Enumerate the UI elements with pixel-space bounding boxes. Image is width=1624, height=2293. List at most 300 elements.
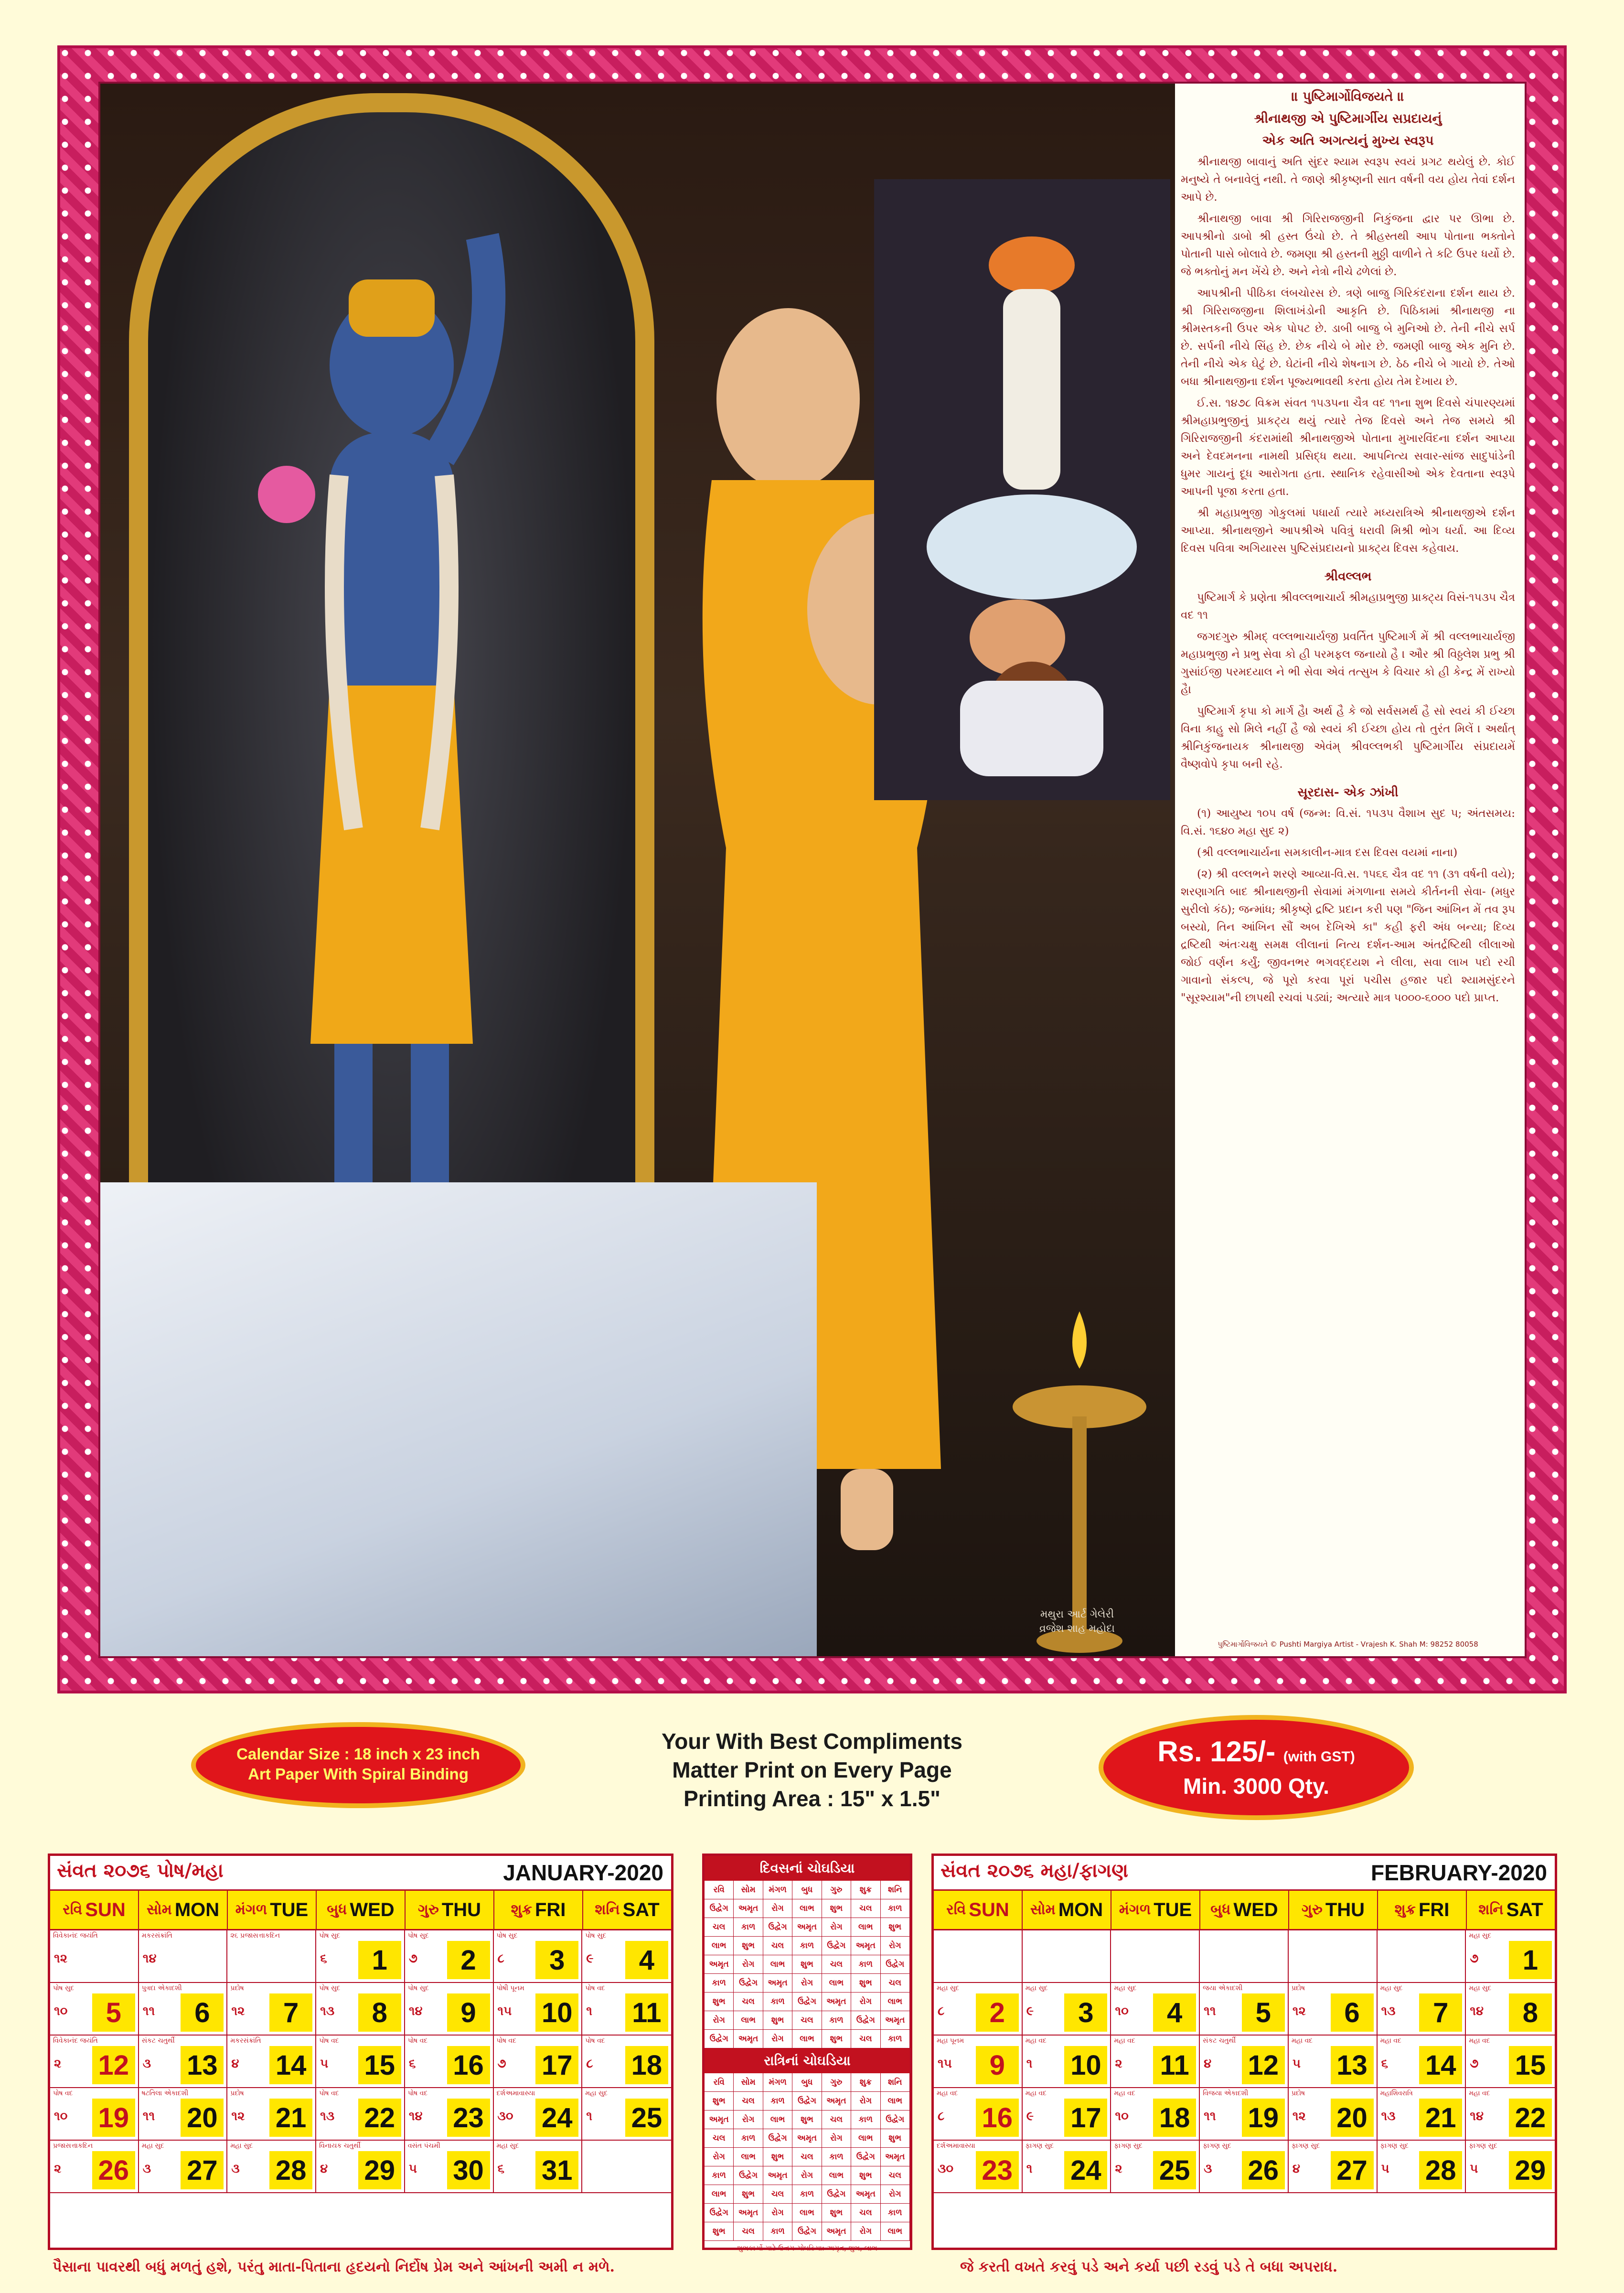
date-number: 5 xyxy=(92,1993,135,2032)
choghadiya-cell: રોગ xyxy=(881,2185,910,2204)
tithi-number: ૮ xyxy=(938,2109,945,2123)
day-note: મહા સુદ xyxy=(496,2142,519,2150)
choghadiya-cell: રોગ xyxy=(851,2222,880,2241)
calendar-day-cell xyxy=(582,1983,671,2036)
calendar-day-cell xyxy=(1378,2141,1466,2193)
day-note: વિજયા એકાદશી xyxy=(1203,2089,1249,2097)
day-note: પોષ વદ xyxy=(496,2037,516,2045)
date-number: 11 xyxy=(625,1993,668,2032)
choghadiya-cell: રવિ xyxy=(705,1881,734,1899)
choghadiya-cell: અમૃત xyxy=(881,2011,910,2030)
tithi-number: ૭ xyxy=(408,1951,417,1966)
choghadiya-cell: રોગ xyxy=(822,1918,851,1937)
choghadiya-cell: અમૃત xyxy=(881,2148,910,2166)
day-note: મહા પૂનમ xyxy=(937,2037,964,2045)
tithi-number: ૯ xyxy=(586,1951,594,1966)
choghadiya-cell: ચલ xyxy=(734,2222,763,2241)
tithi-number: ૮ xyxy=(586,2057,593,2071)
day-note: મહા સુદ xyxy=(1114,1984,1137,1992)
calendar-day-cell xyxy=(316,1983,405,2036)
choghadiya-cell: શુભ xyxy=(822,1899,851,1918)
tithi-number: ૧૦ xyxy=(54,2004,68,2018)
calendar-grid xyxy=(934,1930,1555,2193)
weekday-guj: રવિ xyxy=(946,1902,966,1918)
calendar-day-cell xyxy=(1466,1983,1555,2036)
tithi-number: ૩૦ xyxy=(497,2109,513,2123)
artist-credit: પુષ્ટિમાર્ગોવિજયતે © Pushti Margiya Artist - Vrajesh K. Shah M: 98252 80058 xyxy=(1218,1640,1478,1649)
tithi-number: ૧૩ xyxy=(1381,2109,1396,2123)
paragraph: શ્રીનાથજી બાવા શ્રી ગિરિરાજજીની નિકુંજના દ્વાર પર ઊભા છે. આપશ્રીનો ડાબો શ્રી હસ્ત ઉંચો છે. તે શ્રીહસ્તથી આપ પોતાના ભક્તોને પોતાની પાસે બોલાવે છે. જમણા શ્રી હસ્તની મુઠ્ઠી વાળીને તે કટિ ઉપર ધર્યો છે. જે ભક્તોનું મન ખેંચે છે. અને નેત્રો નીચે ઢળેલાં છે. xyxy=(1181,213,1515,278)
date-number: 14 xyxy=(269,2046,312,2084)
tithi-number: ૭ xyxy=(1470,1951,1479,1966)
weekday-thu xyxy=(406,1891,494,1929)
choghadiya-cell: શુભ xyxy=(734,2185,763,2204)
tithi-number: ૧૩ xyxy=(1381,2004,1396,2018)
choghadiya-cell: રોગ xyxy=(763,2030,792,2048)
choghadiya-cell: ચલ xyxy=(792,2148,822,2166)
choghadiya-cell: ચલ xyxy=(763,2185,792,2204)
choghadiya-cell: અમૃત xyxy=(763,1974,792,1993)
tithi-number: ૧ xyxy=(586,2004,592,2018)
day-note: મહા વદ xyxy=(1469,2037,1490,2045)
date-number: 22 xyxy=(1509,2099,1552,2137)
date-number: 23 xyxy=(976,2151,1019,2189)
calendar-day-cell xyxy=(139,1983,228,2036)
date-number: 30 xyxy=(447,2151,490,2189)
day-note: મહા વદ xyxy=(1114,2089,1135,2097)
tithi-number: ૬ xyxy=(497,2162,505,2176)
weekday-mon xyxy=(139,1891,228,1929)
calendar-day-cell xyxy=(1200,1983,1289,2036)
weekday-guj: ગુરુ xyxy=(1301,1902,1323,1918)
tithi-number: ૧૦ xyxy=(1115,2004,1129,2018)
choghadiya-cell: કાળ xyxy=(705,2166,734,2185)
paragraph: આપશ્રીની પીઠિકા લંબચોરસ છે. ત્રણે બાજુ ગિરિકંદરાના દર્શન થાય છે. શ્રી ગિરિરાજજીના શિલાખંડોની આકૃતિ છે. પિઠિકામાં શ્રીનાથજી ના શ્રીમસ્તકની ઉપર એક પોપટ છે. ડાબી બાજુ બે મુનિઓ છે. તેની નીચે સર્પ છે. સર્પની નીચે સિંહ છે. છેક નીચે બે મોર છે. જમણી બાજુ એક મુનિ છે. તેની નીચે એક ઘેટું છે. ઘેટાંની નીચે શેષનાગ છે. ઠેઠ નીચે બે ગાયો છે. તેઓ બધા શ્રીનાથજીના દર્શન પૂજ્યભાવથી કરતા હોય તેમ દેખાય છે. xyxy=(1181,287,1515,388)
choghadiya-cell: બુધ xyxy=(792,2073,822,2092)
tithi-number: ૨ xyxy=(54,2057,62,2071)
day-note: દર્શઅમાવાસ્યા xyxy=(937,2142,975,2150)
choghadiya-cell: અમૃત xyxy=(822,1993,851,2011)
date-number: 16 xyxy=(447,2046,490,2084)
choghadiya-cell: ચલ xyxy=(734,2092,763,2111)
day-note: પોષ સુદ xyxy=(319,1932,341,1939)
weekday-eng: MON xyxy=(174,1899,220,1920)
choghadiya-cell: અમૃત xyxy=(705,2111,734,2129)
date-number: 2 xyxy=(447,1941,490,1979)
choghadiya-cell: રોગ xyxy=(792,1974,822,1993)
calendar-day-cell xyxy=(1023,2088,1111,2141)
choghadiya-cell: ઉદ્વેગ xyxy=(705,2204,734,2222)
day-note: પોષ સુદ xyxy=(53,1984,75,1992)
choghadiya-cell: શુભ xyxy=(822,2204,851,2222)
day-note: ફાગણ સુદ xyxy=(1469,2142,1497,2150)
date-number: 11 xyxy=(1153,2046,1196,2084)
choghadiya-cell: લાભ xyxy=(851,2129,880,2148)
weekday-header xyxy=(50,1891,671,1930)
content-panel xyxy=(98,82,1527,1658)
choghadiya-cell: સોમ xyxy=(734,1881,763,1899)
day-note: મહા વદ xyxy=(937,2089,958,2097)
day-note: મહાશિવરાત્રિ xyxy=(1380,2089,1413,2097)
weekday-guj: બુધ xyxy=(1210,1902,1231,1918)
calendar-grid xyxy=(50,1930,671,2193)
choghadiya-cell: લાભ xyxy=(851,1918,880,1937)
date-number: 19 xyxy=(92,2099,135,2137)
choghadiya-cell: ચલ xyxy=(822,2111,851,2129)
tithi-number: ૧ xyxy=(1026,2162,1033,2176)
calendar-day-cell xyxy=(582,2088,671,2141)
date-number: 8 xyxy=(358,1993,401,2032)
tithi-number: ૯ xyxy=(1026,2004,1034,2018)
date-number: 9 xyxy=(447,1993,490,2032)
choghadiya-cell: શનિ xyxy=(881,2073,910,2092)
choghadiya-cell: કાળ xyxy=(881,2030,910,2048)
calendar-day-cell xyxy=(494,2088,583,2141)
day-choghadiya-grid xyxy=(705,1881,910,2048)
paragraph: (શ્રી વલ્લભાચાર્યના સમકાલીન-માત્ર દસ દિવસ વયમાં નાના) xyxy=(1197,846,1458,859)
calendar-day-cell xyxy=(405,1983,494,2036)
tithi-number: ૧૨ xyxy=(54,1951,68,1966)
date-number: 12 xyxy=(1242,2046,1285,2084)
calendar-size-badge xyxy=(196,1727,521,1803)
calendar-february xyxy=(931,1854,1557,2250)
tithi-number: ૧૩ xyxy=(320,2109,335,2123)
calendar-day-cell xyxy=(1466,2088,1555,2141)
choghadiya-cell: મંગળ xyxy=(763,2073,792,2092)
choghadiya-cell: કાળ xyxy=(734,1918,763,1937)
choghadiya-cell: રોગ xyxy=(705,2011,734,2030)
paragraph: જગદગુરુ શ્રીમદ્ વલ્લભાચાર્યજી પ્રવર્તિત પુષ્ટિમાર્ગ મેં શ્રી વલ્લભાચાર્યજી મહાપ્રભુજી ને પ્રભુ સેવા કો હી પરમફલ જનાયો હૈ । ઔર શ્રી વિઠ્ઠલેશ પ્રભુ શ્રી ગુસાંઈજી પરમદયાલ ને ભી સેવા એવં તત્સુખ કે વિચાર કો હી કેન્દ્ર મેં રાખ્યો હૈ। xyxy=(1181,631,1515,696)
choghadiya-cell: ઉદ્વેગ xyxy=(881,1955,910,1974)
choghadiya-cell: ઉદ્વેગ xyxy=(763,2129,792,2148)
samvat-label: સંવત ૨૦૭૬ મહા/ફાગણ xyxy=(940,1860,1128,1882)
day-note: ૨૬ પ્રજાસત્તાકદિન xyxy=(230,1932,280,1939)
day-note: સંકટ ચતુર્થી xyxy=(141,2037,175,2045)
choghadiya-cell: રોગ xyxy=(763,2204,792,2222)
tithi-number: ૧૪ xyxy=(1470,2109,1484,2123)
weekday-fri xyxy=(1378,1891,1467,1929)
choghadiya-cell: ઉદ્વેગ xyxy=(734,2166,763,2185)
tithi-number: ૪ xyxy=(231,2057,239,2071)
date-number: 31 xyxy=(535,2151,578,2189)
calendar-day-cell xyxy=(316,2036,405,2088)
section-heading-vallabh: શ્રીવલ્લભ xyxy=(1324,569,1372,584)
date-number: 22 xyxy=(358,2099,401,2137)
choghadiya-cell: ઉદ્વેગ xyxy=(792,2092,822,2111)
weekday-sun xyxy=(50,1891,139,1929)
calendar-title-bar xyxy=(934,1856,1555,1891)
tithi-number: ૧૦ xyxy=(1115,2109,1129,2123)
date-number: 27 xyxy=(1331,2151,1374,2189)
calendar-day-cell xyxy=(494,1983,583,2036)
calendar-day-cell xyxy=(227,2088,316,2141)
choghadiya-cell: શુભ xyxy=(881,1918,910,1937)
weekday-guj: શુક્ર xyxy=(1394,1902,1416,1918)
day-note: જયા એકાદશી xyxy=(1203,1984,1243,1992)
date-number: 2 xyxy=(976,1993,1019,2032)
price-note: (with GST) xyxy=(1283,1749,1355,1765)
day-note: મહા વદ xyxy=(1291,2037,1313,2045)
choghadiya-cell: કાળ xyxy=(763,2222,792,2241)
choghadiya-cell: ઉદ્વેગ xyxy=(705,2030,734,2048)
calendar-day-cell xyxy=(1111,2036,1200,2088)
weekday-tue xyxy=(1111,1891,1200,1929)
tithi-number: ૧૫ xyxy=(938,2057,952,2071)
night-choghadiya-grid xyxy=(705,2073,910,2241)
choghadiya-cell: કાળ xyxy=(734,2129,763,2148)
day-note: પોષ વદ xyxy=(319,2089,339,2097)
calendar-day-cell xyxy=(227,2141,316,2193)
date-number: 25 xyxy=(625,2099,668,2137)
date-number: 4 xyxy=(625,1941,668,1979)
calendar-day-cell xyxy=(1378,2088,1466,2141)
choghadiya-cell: અમૃત xyxy=(734,1899,763,1918)
calendar-day-cell xyxy=(494,2036,583,2088)
calendar-day-cell xyxy=(405,2088,494,2141)
calendar-day-cell xyxy=(1289,2036,1378,2088)
date-number: 24 xyxy=(1064,2151,1107,2189)
choghadiya-cell: ચલ xyxy=(763,1937,792,1955)
day-note: વસંત પંચમી xyxy=(407,2142,440,2150)
date-number: 7 xyxy=(269,1993,312,2032)
date-number: 1 xyxy=(358,1941,401,1979)
tithi-number: ૨ xyxy=(1115,2162,1122,2176)
choghadiya-cell: રોગ xyxy=(763,1899,792,1918)
choghadiya-cell: શનિ xyxy=(881,1881,910,1899)
weekday-eng: WED xyxy=(350,1899,395,1920)
calendar-day-cell xyxy=(1289,2141,1378,2193)
weekday-eng: FRI xyxy=(1418,1899,1450,1920)
calendar-day-cell xyxy=(139,2036,228,2088)
day-note: પોષ વદ xyxy=(53,2089,73,2097)
weekday-guj: સોમ xyxy=(146,1902,172,1918)
compliments-block xyxy=(559,1727,1065,1813)
choghadiya-cell: ચલ xyxy=(705,1918,734,1937)
choghadiya-cell: રોગ xyxy=(851,2092,880,2111)
choghadiya-cell: સોમ xyxy=(734,2073,763,2092)
calendar-day-cell xyxy=(316,2088,405,2141)
choghadiya-cell: શુભ xyxy=(705,2092,734,2111)
choghadiya-cell: અમૃત xyxy=(734,2204,763,2222)
day-note: પોષ વદ xyxy=(585,2037,605,2045)
weekday-guj: ગુરુ xyxy=(417,1902,439,1918)
date-number: 26 xyxy=(92,2151,135,2189)
weekday-guj: બુધ xyxy=(327,1902,347,1918)
choghadiya-cell: અમૃત xyxy=(734,2030,763,2048)
artist-signature xyxy=(998,1607,1156,1636)
weekday-sun xyxy=(934,1891,1023,1929)
choghadiya-cell: રોગ xyxy=(792,2166,822,2185)
date-number: 17 xyxy=(535,2046,578,2084)
choghadiya-cell: કાળ xyxy=(705,1974,734,1993)
day-note: મહા સુદ xyxy=(937,1984,959,1992)
choghadiya-cell: કાળ xyxy=(822,2148,851,2166)
paragraph: પુષ્ટિમાર્ગ કે પ્રણેતા શ્રીવલ્લભાચાર્ય શ્રીમહાપ્રભુજી પ્રાક્ટ્ય વિસં-૧૫૩૫ ચૈત્ર વદ ૧૧ xyxy=(1181,591,1515,621)
choghadiya-cell: ચલ xyxy=(881,2166,910,2185)
calendar-day-cell xyxy=(50,1983,139,2036)
choghadiya-cell: ગુરુ xyxy=(822,1881,851,1899)
date-number: 3 xyxy=(535,1941,578,1979)
weekday-guj: મંગળ xyxy=(1119,1902,1151,1918)
description-column xyxy=(1181,87,1515,1650)
weekday-guj: શનિ xyxy=(1478,1902,1504,1918)
date-number: 12 xyxy=(92,2046,135,2084)
calendar-day-cell xyxy=(934,2141,1023,2193)
calendar-day-cell xyxy=(1111,2088,1200,2141)
tithi-number: ૧૪ xyxy=(408,2109,423,2123)
day-note: પોષી પૂનમ xyxy=(496,1984,524,1992)
tithi-number: ૧૫ xyxy=(497,2004,512,2018)
calendar-day-cell xyxy=(1023,2141,1111,2193)
tithi-number: ૫ xyxy=(408,2162,417,2176)
day-note: ફાગણ સુદ xyxy=(1114,2142,1143,2150)
paragraph: પુષ્ટિમાર્ગ કૃપા કો માર્ગ હૈ। અર્થ હૈ કે જો સર્વસમર્થ હૈ સો સ્વયં કી ઈચ્છા વિના કાહુ સો મિલે નહીં હૈ જો સ્વયં કી ઈચ્છા હોય તો તુરંત મિલેં । અર્થાત્ શ્રીનિકુંજનાયક શ્રીનાથજી એવંમ્ શ્રીવલ્લભકી પુષ્ટિમાર્ગીય સંપ્રદાયમેં વૈષ્ણવોપે કૃપા બની રહે. xyxy=(1181,705,1515,771)
choghadiya-cell: ચલ xyxy=(851,2030,880,2048)
calendar-day-cell xyxy=(934,2036,1023,2088)
calendar-day-cell xyxy=(1023,1930,1111,1983)
date-number: 28 xyxy=(269,2151,312,2189)
weekday-eng: THU xyxy=(441,1899,481,1920)
calendar-day-cell xyxy=(405,1930,494,1983)
calendar-day-cell xyxy=(1466,2036,1555,2088)
calendar-day-cell xyxy=(1289,2088,1378,2141)
tithi-number: ૧૨ xyxy=(1292,2109,1306,2123)
calendar-day-cell xyxy=(139,2088,228,2141)
tithi-number: ૨ xyxy=(54,2162,62,2176)
weekday-eng: MON xyxy=(1058,1899,1103,1920)
day-note: મહા સુદ xyxy=(1469,1932,1492,1939)
tithi-number: ૫ xyxy=(320,2057,329,2071)
date-number: 29 xyxy=(1509,2151,1552,2189)
day-note: પોષ વદ xyxy=(585,1984,605,1992)
weekday-guj: મંગળ xyxy=(235,1902,267,1918)
calendar-day-cell xyxy=(582,2036,671,2088)
section-heading-surdas: સૂરદાસ- એક ઝાંખી xyxy=(1297,785,1399,800)
choghadiya-cell: ઉદ્વેગ xyxy=(822,2185,851,2204)
choghadiya-cell: ઉદ્વેગ xyxy=(734,1974,763,1993)
calendar-day-cell xyxy=(1111,2141,1200,2193)
calendar-day-cell xyxy=(1200,1930,1289,1983)
white-platform xyxy=(100,1182,817,1656)
choghadiya-cell: શુભ xyxy=(705,1993,734,2011)
choghadiya-cell: લાભ xyxy=(705,2185,734,2204)
calendar-size-text: Calendar Size : 18 inch x 23 inch xyxy=(236,1745,480,1763)
date-number: 3 xyxy=(1064,1993,1107,2032)
choghadiya-cell: બુધ xyxy=(792,1881,822,1899)
choghadiya-cell: રોગ xyxy=(734,2111,763,2129)
choghadiya-cell: અમૃત xyxy=(763,2166,792,2185)
weekday-guj: શુક્ર xyxy=(511,1902,532,1918)
text-panel-title: ॥ પુષ્ટિમાર્ગોવિજયતે ॥ xyxy=(1291,89,1405,104)
tithi-number: ૩ xyxy=(1204,2162,1212,2176)
tithi-number: ૫ xyxy=(1292,2057,1301,2071)
choghadiya-cell: લાભ xyxy=(792,1899,822,1918)
weekday-sat xyxy=(583,1891,671,1929)
day-choghadiya-title: દિવસનાં ચોઘડિયા xyxy=(705,1856,910,1881)
calendar-day-cell xyxy=(1111,1983,1200,2036)
choghadiya-cell: અમૃત xyxy=(705,1955,734,1974)
weekday-eng: FRI xyxy=(534,1899,566,1920)
choghadiya-cell: રોગ xyxy=(881,1937,910,1955)
tithi-number: ૪ xyxy=(320,2162,328,2176)
tithi-number: ૧૩ xyxy=(320,2004,335,2018)
calendar-day-cell xyxy=(934,2088,1023,2141)
tithi-number: ૧૧ xyxy=(1204,2004,1216,2018)
day-note: મહા વદ xyxy=(1380,2037,1401,2045)
calendar-day-cell xyxy=(1200,2088,1289,2141)
choghadiya-cell: લાભ xyxy=(881,1993,910,2011)
tithi-number: ૩ xyxy=(142,2162,151,2176)
paragraph: (૨) શ્રી વલ્લભને શરણે આવ્યા-વિ.સ. ૧૫૬૬ ચૈત્ર વદ ૧૧ (૩૧ વર્ષની વયે); શરણાગતિ બાદ શ્રીનાથજીની સેવામાં મંગળાના સમયે કીર્તનની સેવા- (મધુર સુરીલો કંઠ); જન્માંધ; શ્રીકૃષ્ણે દ્રષ્ટિ પ્રદાન કરી પણ "જિન આંખિન મેં તવ રૂપ બસ્યો, તિન આંખિન સૌં અબ દેખિએ કા" કહી ફરી અંધ બન્યા; દિવ્ય દ્રષ્ટિથી અંતઃચક્ષુ સમક્ષ લીલાનાં નિત્ય દર્શન-આમ અંતર્દ્રષ્ટિથી લીલાઓ જોઈ વર્ણન કર્યું; જીવનભર ભગવદ્દયશ ને લીલા, સવા લાખ પદો રચી ગાવાનો સંકલ્પ, જે પૂરો કરવા પૂરાં પચીસ હજાર પદો શ્યામસુંદરને "સૂરશ્યામ"ની છાપથી રચવાં પડ્યાં; અત્યારે માત્ર ૫૦૦૦-૬૦૦૦ પદો પ્રાપ્ત. xyxy=(1181,868,1515,1004)
day-note: સંકટ ચતુર્થી xyxy=(1203,2037,1236,2045)
date-number: 14 xyxy=(1419,2046,1462,2084)
choghadiya-cell: શુભ xyxy=(881,2129,910,2148)
date-number: 15 xyxy=(358,2046,401,2084)
date-number: 29 xyxy=(358,2151,401,2189)
choghadiya-cell: લાભ xyxy=(792,2030,822,2048)
choghadiya-cell: લાભ xyxy=(705,1937,734,1955)
day-note: મકરસંક્રાંતિ xyxy=(230,2037,261,2045)
weekday-sat xyxy=(1467,1891,1555,1929)
day-note: વિવેકાનંદ જયંતિ xyxy=(53,2037,98,2045)
choghadiya-cell: અમૃત xyxy=(822,2222,851,2241)
choghadiya-cell: કાળ xyxy=(792,2185,822,2204)
calendar-day-cell xyxy=(582,1930,671,1983)
calendar-day-cell xyxy=(50,2141,139,2193)
calendar-day-cell xyxy=(50,2088,139,2141)
day-note: મહા સુદ xyxy=(141,2142,164,2150)
weekday-eng: SUN xyxy=(969,1899,1009,1920)
date-number: 18 xyxy=(625,2046,668,2084)
choghadiya-cell: મંગળ xyxy=(763,1881,792,1899)
day-note: વિવેકાનંદ જયંતિ xyxy=(53,1932,98,1939)
calendar-day-cell xyxy=(50,1930,139,1983)
date-number: 10 xyxy=(535,1993,578,2032)
calendar-day-cell xyxy=(1289,1983,1378,2036)
day-note: પોષ વદ xyxy=(407,2037,428,2045)
day-note: મહા વદ xyxy=(1469,2089,1490,2097)
tithi-number: ૧૧ xyxy=(142,2109,155,2123)
day-note: પોષ સુદ xyxy=(496,1932,518,1939)
tithi-number: ૧૦ xyxy=(54,2109,68,2123)
choghadiya-cell: કાળ xyxy=(881,2204,910,2222)
day-note: પોષ વદ xyxy=(319,2037,339,2045)
date-number: 20 xyxy=(181,2099,224,2137)
day-note: ફાગણ સુદ xyxy=(1380,2142,1409,2150)
calendar-day-cell xyxy=(1378,1930,1466,1983)
choghadiya-cell: લાભ xyxy=(822,2166,851,2185)
day-note: ફાગણ સુદ xyxy=(1025,2142,1054,2150)
date-number: 23 xyxy=(447,2099,490,2137)
weekday-wed xyxy=(317,1891,406,1929)
date-number: 21 xyxy=(269,2099,312,2137)
choghadiya-note: શુભકાર્યો માટે ઉત્તમ ચોઘડિયા: અમૃત, શુભ, લાભ xyxy=(737,2244,877,2252)
tithi-number: ૧ xyxy=(586,2109,592,2123)
choghadiya-cell: લાભ xyxy=(792,2204,822,2222)
day-note: મહા સુદ xyxy=(1025,1984,1048,1992)
calendar-day-cell xyxy=(316,2141,405,2193)
samvat-label: સંવત ૨૦૭૬ પોષ/મહા xyxy=(57,1860,224,1882)
choghadiya-cell: શુક્ર xyxy=(851,1881,880,1899)
paragraph: ઈ.સ. ૧૪૭૮ વિક્રમ સંવત ૧૫૩૫ના ચૈત્ર વદ ૧૧ના શુભ દિવસે ચંપારણ્યમાં શ્રીમહાપ્રભુજીનું પ્રાકટ્ય થયું ત્યારે તેજ દિવસે અને તેજ સમયે શ્રી ગિરિરાજજીની કંદરામાંથી શ્રીનાથજીએ પોતાના મુખારવિંદના દર્શન આપ્યા અને દેવદમનના નામથી પ્રસિદ્ધ થયા. આપનિત્ય સવાર-સાંજ સાદુપાંડેની ધુમર ગાયનું દૂધ આરોગતા હતા. સ્થાનિક રહેવાસીઓ એક દેવતાના સ્વરૂપે આપની પૂજા કરતા હતા. xyxy=(1181,397,1515,498)
weekday-eng: SAT xyxy=(622,1899,660,1920)
paper-type-text: Art Paper With Spiral Binding xyxy=(248,1765,469,1783)
choghadiya-cell: કાળ xyxy=(792,1937,822,1955)
choghadiya-cell: શુભ xyxy=(763,2148,792,2166)
choghadiya-cell: શુભ xyxy=(851,2166,880,2185)
day-note: પોષ સુદ xyxy=(407,1984,429,1992)
choghadiya-cell: અમૃત xyxy=(822,2092,851,2111)
